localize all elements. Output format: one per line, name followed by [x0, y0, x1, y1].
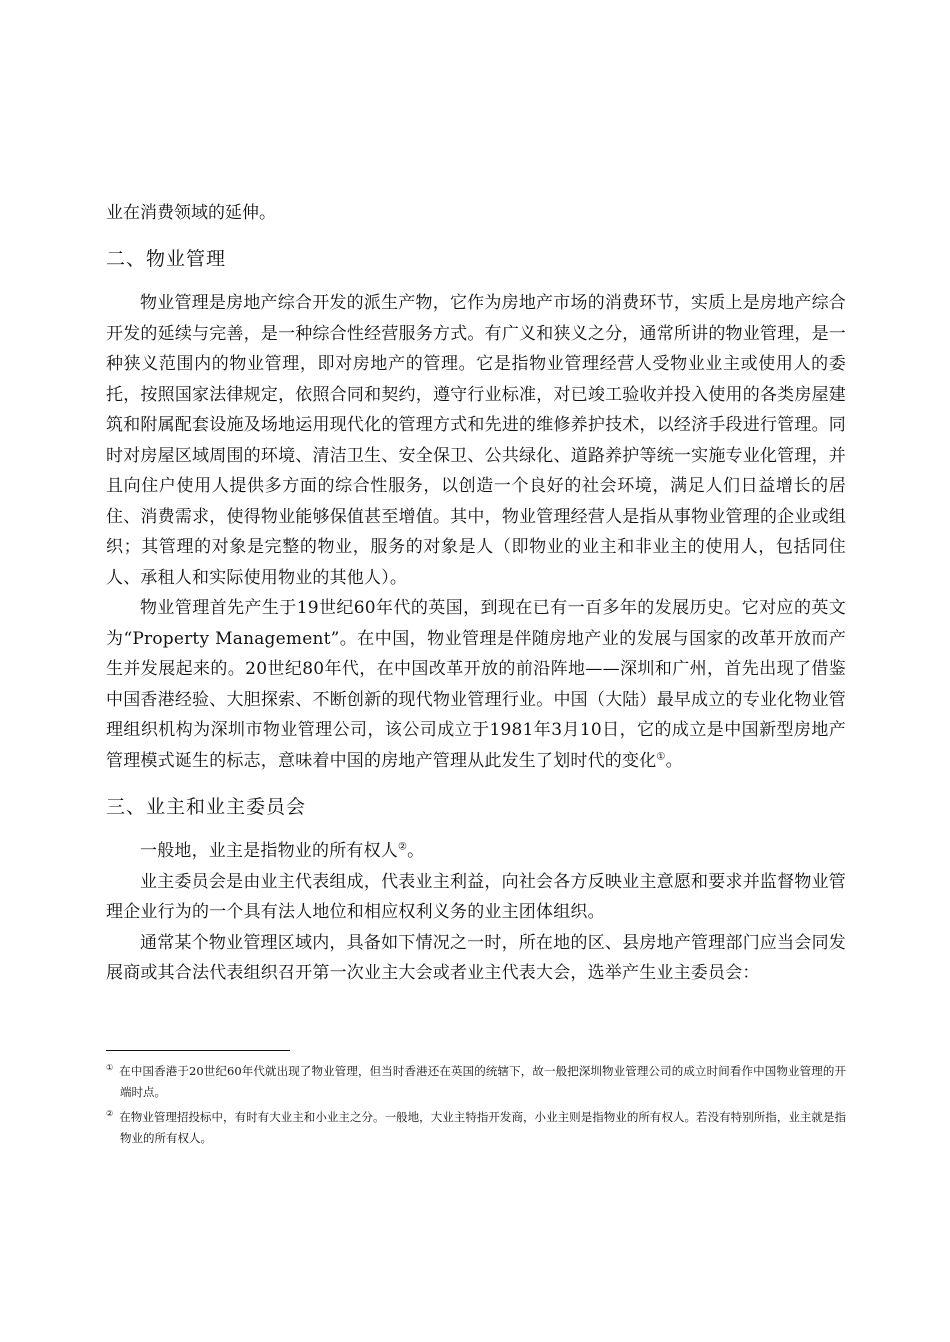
footnote-ref[interactable]: ① [656, 750, 666, 762]
section-heading: 二、物业管理 [106, 248, 227, 270]
paragraph: 业主委员会是由业主代表组成，代表业主利益，向社会各方反映业主意愿和要求并监督物业管理企业行为的一个具有法人地位和相应权利义务的业主团体组织。 [106, 871, 846, 922]
paragraph: 一般地，业主是指物业的所有权人②。 [140, 841, 425, 861]
footnotes [106, 1050, 846, 1153]
footnote-divider [106, 1050, 290, 1051]
footnote-text: 在中国香港于20世纪60年代就出现了物业管理，但当时香港还在英国的统辖下，故一般把深圳物业管理公司的成立时间看作中国物业管理的开端时点。 [119, 1064, 846, 1099]
continued-text-fragment: 业在消费领域的延伸。 [106, 203, 276, 223]
paragraph: 物业管理首先产生于19世纪60年代的英国，到现在已有一百多年的发展历史。它对应的英文为“Property Management”。在中国，物业管理是伴随房地产业的发展与国家的改革开放而产生并发展起来的。20世纪80年代，在中国改革开放的前沿阵地——深圳和广州，首先出现了借鉴中国香港经验、大胆探索、不断创新的现代物业管理行业。中国（大陆）最早成立的专业化物业管理组织机构为深圳市物业管理公司，该公司成立于1981年3月10日，它的成立是中国新型房地产管理模式诞生的标志，意味着中国的房地产管理从此发生了划时代的变化①。 [106, 598, 846, 771]
footnote-mark: ① [106, 1063, 114, 1073]
footnote-mark: ② [106, 1109, 114, 1119]
document-body [106, 198, 846, 989]
section-property-management [106, 244, 846, 776]
footnote [106, 1061, 846, 1103]
paragraph: 通常某个物业管理区域内，具备如下情况之一时，所在地的区、县房地产管理部门应当会同发展商或其合法代表组织召开第一次业主大会或者业主代表大会，选举产生业主委员会： [106, 932, 846, 983]
footnote [106, 1107, 846, 1149]
footnote-text: 在物业管理招投标中，有时有大业主和小业主之分。一般地，大业主特指开发商，小业主则是指物业的所有权人。若没有特别所指，业主就是指物业的所有权人。 [119, 1110, 847, 1145]
paragraph: 物业管理是房地产综合开发的派生产物，它作为房地产市场的消费环节，实质上是房地产综合开发的延续与完善，是一种综合性经营服务方式。有广义和狭义之分，通常所讲的物业管理，是一种狭义范围内的物业管理，即对房地产的管理。它是指物业管理经营人受物业业主或使用人的委托，按照国家法律规定，依照合同和契约，遵守行业标准，对已竣工验收并投入使用的各类房屋建筑和附属配套设施及场地运用现代化的管理方式和先进的维修养护技术，以经济手段进行管理。同时对房屋区域周围的环境、清洁卫生、安全保卫、公共绿化、道路养护等统一实施专业化管理，并且向住户使用人提供多方面的综合性服务，以创造一个良好的社会环境，满足人们日益增长的居住、消费需求，使得物业能够保值甚至增值。其中，物业管理经营人是指从事物业管理的企业或组织；其管理的对象是完整的物业，服务的对象是人（即物业的业主和非业主的使用人，包括同住人、承租人和实际使用物业的其他人）。 [106, 293, 846, 588]
footnote-ref[interactable]: ② [398, 841, 408, 853]
section-owners-committee [106, 792, 846, 989]
section-heading: 三、业主和业主委员会 [106, 796, 307, 818]
